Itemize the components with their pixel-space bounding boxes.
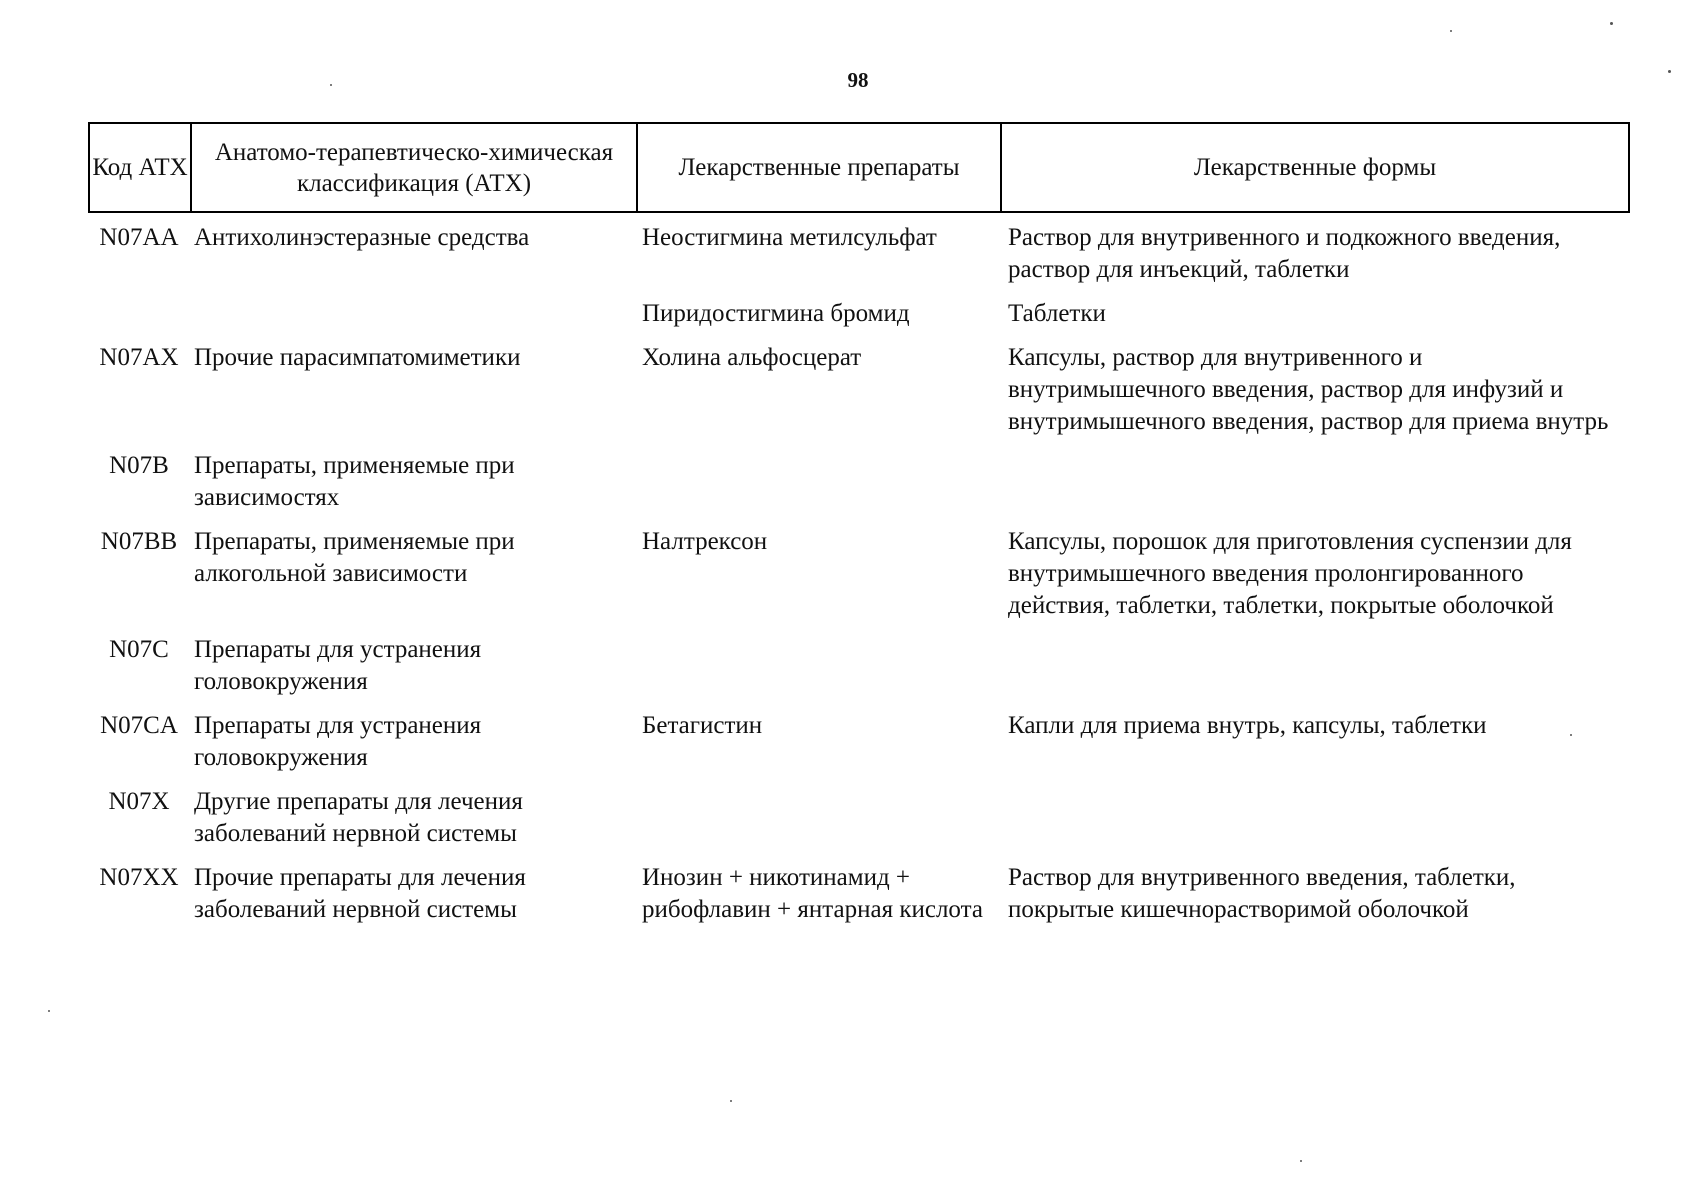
table-row — [88, 786, 1648, 850]
drug-name: Пиридостигмина бромид — [642, 300, 910, 327]
scan-speck — [48, 1010, 50, 1012]
atc-group: Препараты для устранения головокружения — [194, 712, 482, 771]
table-row — [88, 298, 1648, 330]
atc-code — [88, 298, 190, 330]
scan-speck — [330, 84, 332, 86]
table-row — [88, 342, 1648, 438]
drug-name — [636, 450, 1002, 514]
table-row — [88, 710, 1648, 774]
atc-group: Прочие парасимпатомиметики — [194, 344, 521, 371]
drug-name — [636, 634, 1002, 698]
atc-group: Антихолинэстеразные средства — [194, 224, 530, 251]
atc-group — [190, 298, 636, 330]
drug-forms — [1002, 786, 1622, 850]
atc-code: N07AA — [99, 224, 179, 251]
atc-code: N07X — [108, 788, 170, 815]
scan-speck — [730, 1100, 732, 1102]
drug-forms — [1002, 634, 1622, 698]
atc-code: N07CA — [100, 712, 178, 739]
atc-group: Препараты, применяемые при зависимостях — [194, 452, 515, 511]
table-row — [88, 222, 1648, 286]
header-forms: Лекарственные формы — [1193, 154, 1437, 181]
scan-speck — [1570, 734, 1572, 736]
table-row — [88, 450, 1648, 514]
table-row — [88, 526, 1648, 622]
atc-code: N07BB — [100, 528, 178, 555]
scan-speck — [1450, 30, 1452, 32]
scan-speck — [1610, 22, 1613, 25]
atc-code: N07B — [109, 452, 169, 479]
atc-code: N07C — [109, 636, 169, 663]
scan-speck — [1300, 1160, 1302, 1162]
drug-name: Налтрексон — [642, 528, 768, 555]
drug-name: Бетагистин — [642, 712, 763, 739]
header-code: Код АТХ — [90, 124, 192, 211]
drug-forms: Раствор для внутривенного введения, таблетки, покрытые кишечнорастворимой оболочкой — [1008, 864, 1516, 923]
atc-group: Другие препараты для лечения заболеваний нервной системы — [194, 788, 523, 847]
atc-group: Препараты, применяемые при алкогольной зависимости — [194, 528, 515, 587]
drug-forms: Капсулы, порошок для приготовления суспензии для внутримышечного введения пролонгированного действия, таблетки, таблетки, покрытые оболочкой — [1008, 528, 1572, 619]
drug-name: Холина альфосцерат — [642, 344, 862, 371]
atc-code: N07XX — [99, 864, 179, 891]
header-drugs: Лекарственные препараты — [638, 124, 1002, 211]
atc-code: N07AX — [99, 344, 179, 371]
drug-name: Неостигмина метилсульфат — [642, 224, 937, 251]
page-number: 98 — [847, 68, 869, 92]
atc-group: Препараты для устранения головокружения — [194, 636, 482, 695]
table-row — [88, 862, 1648, 926]
table-row — [88, 634, 1648, 698]
drug-forms — [1002, 450, 1622, 514]
drug-forms: Раствор для внутривенного и подкожного введения, раствор для инъекций, таблетки — [1008, 224, 1561, 283]
drug-forms: Таблетки — [1008, 300, 1106, 327]
table-header — [88, 122, 1630, 213]
header-atc-classification: Анатомо-терапевтическо-химическая классификация (АТХ) — [192, 124, 638, 211]
drug-name — [636, 786, 1002, 850]
drug-forms: Капли для приема внутрь, капсулы, таблетки — [1008, 712, 1487, 739]
drug-name: Инозин + никотинамид + рибофлавин + янтарная кислота — [642, 864, 983, 923]
table-body — [88, 222, 1648, 938]
scan-speck — [1668, 70, 1671, 73]
drug-forms: Капсулы, раствор для внутривенного и внутримышечного введения, раствор для инфузий и внутримышечного введения, раствор для приема внутрь — [1008, 344, 1609, 435]
atc-group: Прочие препараты для лечения заболеваний нервной системы — [194, 864, 526, 923]
